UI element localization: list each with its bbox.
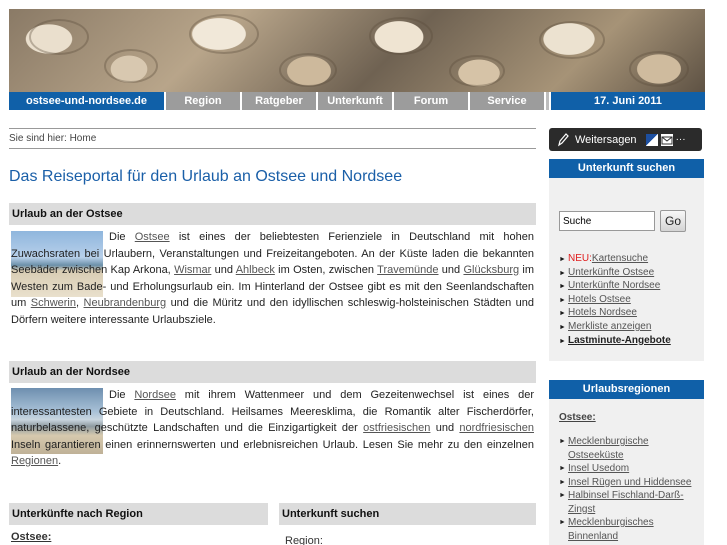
- unterkuenfte-region-heading: Unterkünfte nach Region: [9, 503, 268, 525]
- unterkunft-suchen-heading: Unterkunft suchen: [279, 503, 536, 525]
- link-ruegen-hiddensee[interactable]: Insel Rügen und Hiddensee: [568, 476, 692, 488]
- nav-item-region[interactable]: Region: [166, 92, 240, 110]
- search-input[interactable]: [559, 211, 655, 231]
- link-nordfriesisch[interactable]: nordfriesischen: [459, 422, 534, 434]
- link-wismar[interactable]: Wismar: [174, 264, 212, 276]
- email-icon[interactable]: [661, 134, 673, 146]
- ostsee-paragraph: Die Ostsee ist eines der beliebtesten Ferienziele in Deutschland mit hohen Zuwachsraten bei Urlaubern, Veranstaltungen und Freizeitangeboten. An der Küste laden die bekannten Seebäder zwischen Kap Arkona, Wismar und Ahlbeck im Osten, zwischen Travemünde und Glücksburg im Westen zum Bade- und Erholungsurlaub ein. Im Hinterland der Ostsee gibt es mit den Seenlandschaften um Schwerin, Neubrandenburg und die Müritz und den idyllischen schleswig-holsteinischen Städten und Dörfern weitere interessante Urlaubsziele.: [11, 231, 535, 326]
- link-regionen[interactable]: Regionen: [11, 455, 59, 467]
- list-item: ► Mecklenburgisches Binnenland: [559, 516, 693, 543]
- link-hotels-ostsee[interactable]: Hotels Ostsee: [568, 293, 631, 305]
- pencil-icon: [557, 133, 569, 147]
- link-kartensuche[interactable]: Kartensuche: [591, 253, 649, 264]
- page-title: Das Reiseportal für den Urlaub an Ostsee und Nordsee: [9, 168, 403, 185]
- link-hotels-nordsee[interactable]: Hotels Nordsee: [568, 307, 637, 319]
- nav-spacer: [546, 92, 549, 110]
- breadcrumb: Sie sind hier: Home: [9, 128, 536, 149]
- link-travemuende[interactable]: Travemünde: [377, 264, 439, 276]
- list-item: ► Halbinsel Fischland-Darß-Zingst: [559, 489, 693, 516]
- list-item: ► Hotels Nordsee: [559, 307, 637, 319]
- nordsee-section-heading: Urlaub an der Nordsee: [9, 361, 536, 383]
- unterkunft-suchen-box-heading: Unterkunft suchen: [549, 159, 704, 178]
- ostsee-region-link[interactable]: Ostsee:: [11, 531, 52, 543]
- list-item: ► Insel Usedom: [559, 463, 630, 474]
- list-item: ► Insel Rügen und Hiddensee: [559, 476, 692, 488]
- regions-ostsee-title[interactable]: Ostsee:: [559, 412, 596, 423]
- nav-item-service[interactable]: Service: [470, 92, 544, 110]
- header-banner-image: [9, 9, 705, 92]
- site-name-link[interactable]: ostsee-und-nordsee.de: [9, 92, 164, 110]
- link-nordsee[interactable]: Nordsee: [134, 389, 176, 401]
- share-label: Weitersagen: [575, 133, 637, 146]
- region-label: Region:: [285, 535, 323, 545]
- nav-item-ratgeber[interactable]: Ratgeber: [242, 92, 316, 110]
- ostsee-section-heading: Urlaub an der Ostsee: [9, 203, 536, 225]
- unterkunft-links-list: [559, 252, 671, 347]
- list-item: ► Unterkünfte Nordsee: [559, 280, 661, 292]
- link-mecklenburgisches-binnenland[interactable]: Mecklenburgisches Binnenland: [568, 517, 654, 542]
- link-neubrandenburg[interactable]: Neubrandenburg: [83, 297, 167, 309]
- nav-item-forum[interactable]: Forum: [394, 92, 468, 110]
- link-schwerin[interactable]: Schwerin: [30, 297, 76, 309]
- regions-list: [559, 435, 693, 543]
- link-unterkuenfte-nordsee[interactable]: Unterkünfte Nordsee: [568, 280, 661, 292]
- link-lastminute[interactable]: Lastminute-Angebote: [568, 334, 671, 346]
- current-date: 17. Juni 2011: [551, 92, 705, 110]
- nordsee-paragraph: Die Nordsee mit ihrem Wattenmeer und dem Gezeitenwechsel ist eines der interessantesten Gebiete in Deutschland. Heilsames Meeresklima, die Romantik alter Fischerdörfer, naturbelassene, geschützte Landschaften und die Einzigartigkeit der ostfriesischen und nordfriesischen Inseln garantieren einen erinnernswerten und erlebnisreichen Urlaub. Lesen Sie mehr zu den einzelnen Regionen.: [11, 389, 534, 467]
- search-go-button[interactable]: Go: [660, 210, 686, 232]
- list-item: ► NEU:Kartensuche: [559, 253, 649, 264]
- weitersagen-share-button[interactable]: [549, 128, 702, 151]
- link-ostsee[interactable]: Ostsee: [134, 231, 170, 243]
- search-row: [559, 210, 686, 232]
- link-insel-usedom[interactable]: Insel Usedom: [568, 463, 630, 474]
- main-navigation: [9, 92, 705, 110]
- urlaubsregionen-box-heading: Urlaubsregionen: [549, 380, 704, 399]
- bookmark-icon[interactable]: [646, 134, 658, 146]
- list-item: ► Mecklenburgische Ostseeküste: [559, 435, 693, 462]
- link-ahlbeck[interactable]: Ahlbeck: [235, 264, 275, 276]
- link-merkliste[interactable]: Merkliste anzeigen: [568, 320, 652, 332]
- link-gluecksburg[interactable]: Glücksburg: [463, 264, 520, 276]
- list-item: ► Lastminute-Angebote: [559, 334, 671, 346]
- list-item: ► Hotels Ostsee: [559, 293, 631, 305]
- neu-badge: NEU:: [568, 253, 592, 264]
- list-item: ► Merkliste anzeigen: [559, 320, 652, 332]
- nav-item-unterkunft[interactable]: Unterkunft: [318, 92, 392, 110]
- list-item: ► Unterkünfte Ostsee: [559, 266, 655, 278]
- link-fischland-darss-zingst[interactable]: Halbinsel Fischland-Darß-Zingst: [568, 490, 684, 515]
- link-unterkuenfte-ostsee[interactable]: Unterkünfte Ostsee: [568, 266, 655, 278]
- link-mecklenburgische-ostseekueste[interactable]: Mecklenburgische Ostseeküste: [568, 436, 649, 461]
- more-share-options[interactable]: ···: [675, 134, 686, 145]
- link-ostfriesisch[interactable]: ostfriesischen: [363, 422, 431, 434]
